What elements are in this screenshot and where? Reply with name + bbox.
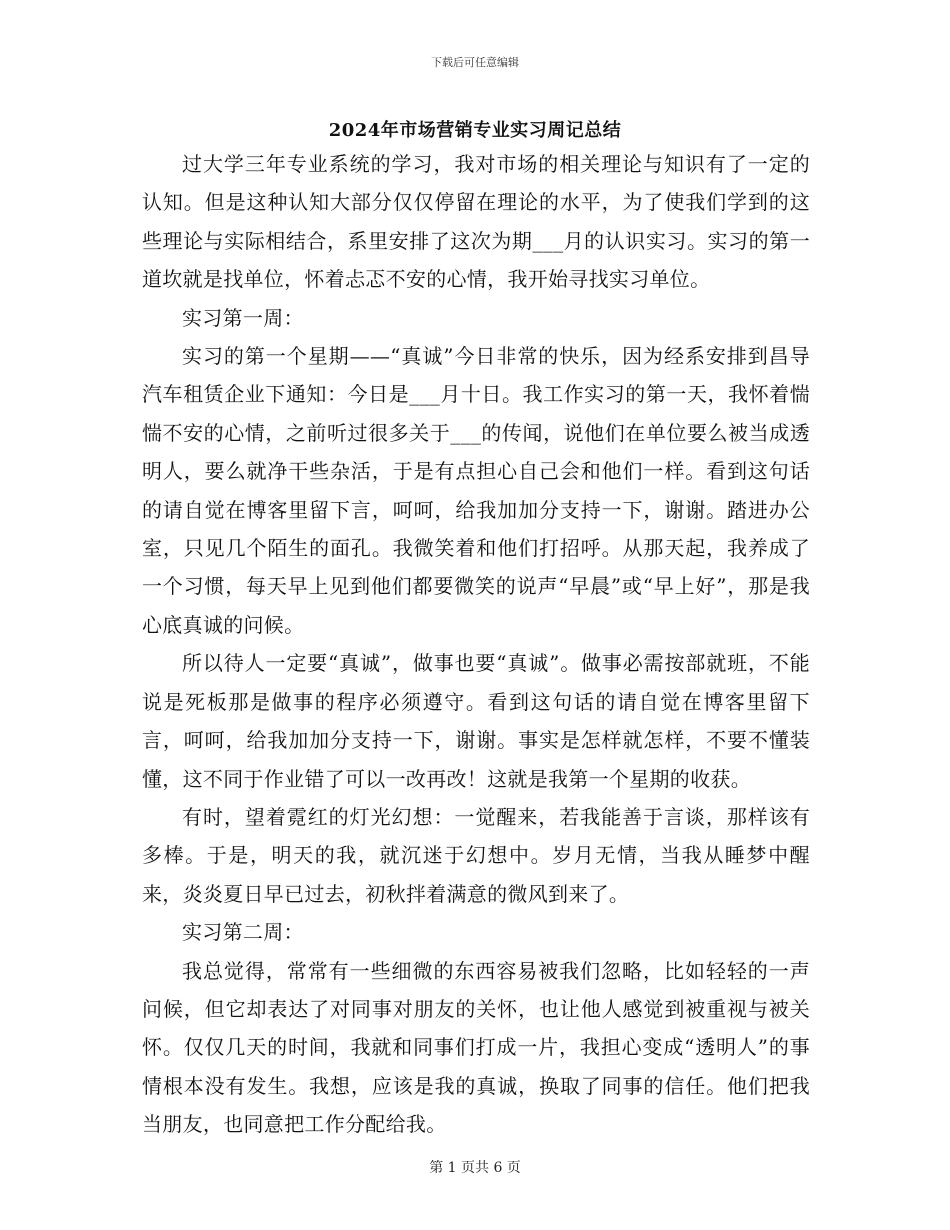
section-heading-week-1: 实习第一周：	[182, 305, 304, 330]
paragraph-intro: 过大学三年专业系统的学习，我对市场的相关理论与知识有了一定的认知。但是这种认知大部分仅仅停留在理论的水平，为了使我们学到的这些理论与实际相结合，系里安排了这次为期___月的认识实习。实习的第一道坎就是找单位，怀着忐忑不安的心情，我开始寻找实习单位。	[142, 152, 810, 292]
document-title: 2024年市场营销专业实习周记总结	[328, 120, 622, 141]
paragraph-daydream: 有时，望着霓红的灯光幻想：一觉醒来，若我能善于言谈，那样该有多棒。于是，明天的我，就沉迷于幻想中。岁月无情，当我从睡梦中醒来，炎炎夏日早已过去，初秋拌着满意的微风到来了。	[142, 804, 810, 906]
page-number-footer: 第 1 页共 6 页	[429, 1160, 521, 1176]
paragraph-week-1-first: 实习的第一个星期——“真诚”今日非常的快乐，因为经系安排到昌导汽车租赁企业下通知：今日是___月十日。我工作实习的第一天，我怀着惴惴不安的心情，之前听过很多关于___的传闻，说他们在单位要么被当成透明人，要么就净干些杂活，于是有点担心自己会和他们一样。看到这句话的请自觉在博客里留下言，呵呵，给我加加分支持一下，谢谢。踏进办公室，只见几个陌生的面孔。我微笑着和他们打招呼。从那天起，我养成了一个习惯，每天早上见到他们都要微笑的说声“早晨”或“早上好”，那是我心底真诚的问候。	[142, 344, 810, 637]
section-heading-week-2: 实习第二周：	[182, 920, 304, 945]
document-body	[142, 145, 810, 1144]
paragraph-week-2: 我总觉得，常常有一些细微的东西容易被我们忽略，比如轻轻的一声问候，但它却表达了对同事对朋友的关怀，也让他人感觉到被重视与被关怀。仅仅几天的时间，我就和同事们打成一片，我担心变成“透明人”的事情根本没有发生。我想，应该是我的真诚，换取了同事的信任。他们把我当朋友，也同意把工作分配给我。	[142, 958, 810, 1137]
paragraph-week-1-sincerity: 所以待人一定要“真诚”，做事也要“真诚”。做事必需按部就班，不能说是死板那是做事的程序必须遵守。看到这句话的请自觉在博客里留下言，呵呵，给我加加分支持一下，谢谢。事实是怎样就怎样，不要不懂装懂，这不同于作业错了可以一改再改！这就是我第一个星期的收获。	[142, 651, 810, 791]
page-header-note: 下载后可任意编辑	[431, 56, 519, 69]
